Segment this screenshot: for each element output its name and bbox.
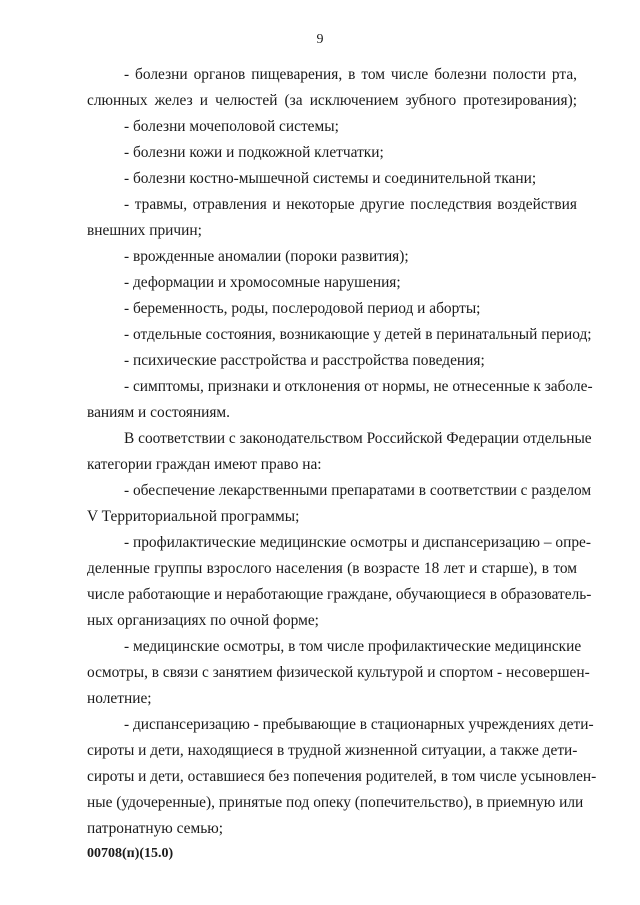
text-line: числе работающие и неработающие граждане, обучающиеся в образователь-	[87, 586, 592, 603]
text-line: - профилактические медицинские осмотры и диспансеризацию – опре-	[124, 534, 591, 551]
text-line: ные (удочеренные), принятые под опеку (попечительство), в приемную или	[87, 794, 584, 811]
text-line: - беременность, роды, послеродовой период и аборты;	[124, 300, 481, 317]
text-line: нолетние;	[87, 690, 152, 707]
text-line: ваниям и состояниям.	[87, 404, 231, 421]
text-line: патронатную семью;	[87, 820, 224, 837]
text-line: V Территориальной программы;	[87, 508, 300, 525]
text-line: В соответствии с законодательством Российской Федерации отдельные	[124, 430, 592, 447]
text-line: внешних причин;	[87, 222, 202, 239]
text-line: - болезни мочеполовой системы;	[124, 118, 339, 135]
text-line: сироты и дети, находящиеся в трудной жизненной ситуации, а также дети-	[87, 742, 578, 759]
text-line: категории граждан имеют право на:	[87, 456, 322, 473]
text-line: - деформации и хромосомные нарушения;	[124, 274, 401, 291]
text-line: - симптомы, признаки и отклонения от нормы, не отнесенные к заболе-	[124, 378, 593, 395]
text-line: осмотры, в связи с занятием физической культурой и спортом - несовершен-	[87, 664, 590, 681]
text-line: - диспансеризацию - пребывающие в стационарных учреждениях дети-	[124, 716, 594, 733]
text-line: - болезни костно-мышечной системы и соединительной ткани;	[124, 170, 537, 187]
text-line: - врожденные аномалии (пороки развития);	[124, 248, 409, 265]
text-line: сироты и дети, оставшиеся без попечения родителей, в том числе усыновлен-	[87, 768, 597, 785]
page-number: 9	[316, 32, 324, 47]
text-line: - обеспечение лекарственными препаратами в соответствии с разделом	[124, 482, 592, 499]
text-line: - психические расстройства и расстройства поведения;	[124, 352, 485, 369]
text-line: слюнных желез и челюстей (за исключением зубного протезирования);	[87, 92, 577, 109]
text-line: деленные группы взрослого населения (в возрасте 18 лет и старше), в том	[87, 560, 577, 577]
text-line: - отдельные состояния, возникающие у детей в перинатальный период;	[124, 326, 592, 343]
document-code: 00708(п)(15.0)	[87, 846, 174, 861]
text-line: - болезни кожи и подкожной клетчатки;	[124, 144, 384, 161]
text-line: - травмы, отравления и некоторые другие последствия воздействия	[124, 196, 577, 213]
text-line: - медицинские осмотры, в том числе профилактические медицинские	[124, 638, 582, 655]
text-line: - болезни органов пищеварения, в том числе болезни полости рта,	[124, 66, 577, 83]
text-line: ных организациях по очной форме;	[87, 612, 319, 629]
